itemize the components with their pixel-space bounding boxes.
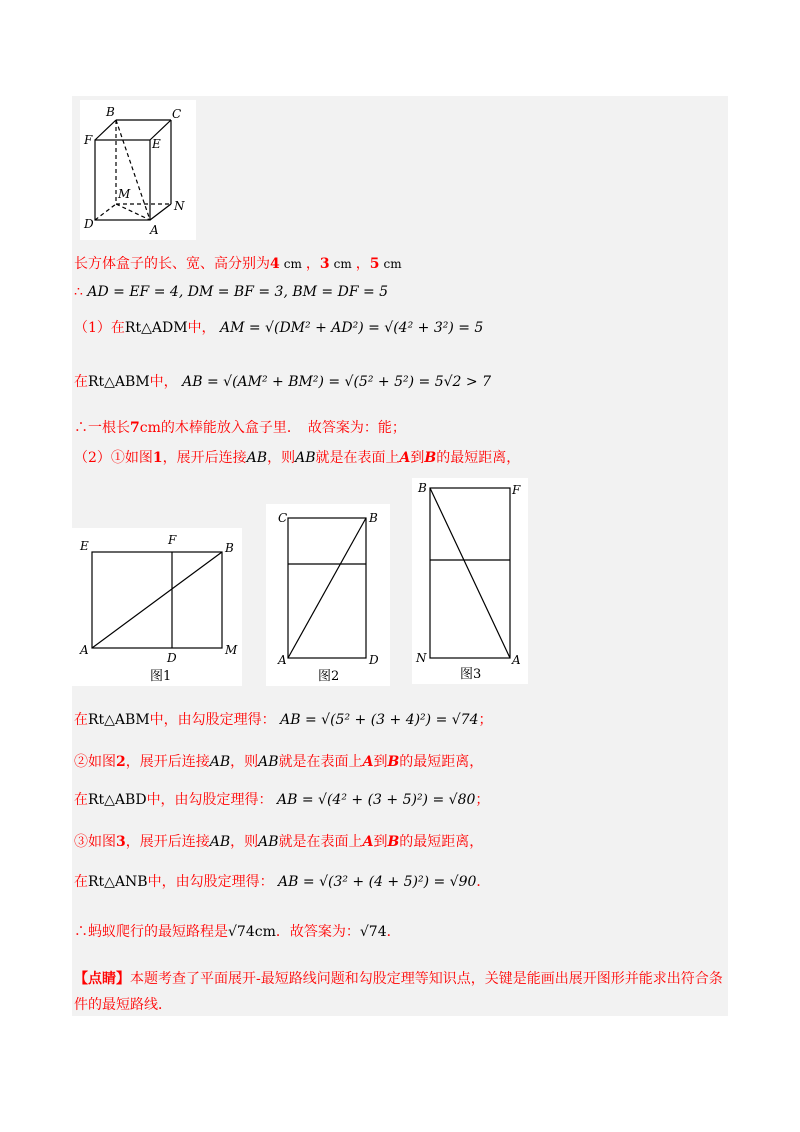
conclusion1-unit: cm — [139, 420, 161, 436]
unit-cm-2: cm — [333, 257, 352, 271]
dim-width: 3 — [319, 256, 330, 272]
part2-ab1: AB — [246, 450, 268, 466]
rt2-a: 在 — [74, 792, 88, 808]
rt1-b: 中，由勾股定理得： — [149, 712, 276, 728]
case2-c: ，则 — [230, 754, 259, 770]
figure-3-drawing — [412, 478, 528, 684]
label-M: M — [118, 187, 131, 201]
fig2-label-D: D — [369, 653, 379, 667]
part1-triangle: Rt△ADM — [124, 320, 188, 336]
figure-1-drawing — [72, 528, 242, 686]
stick-length: 7 — [130, 420, 140, 436]
note-body: 本题考查了平面展开-最短路线问题和勾股定理等知识点，关键是能画出展开图形并能求出符合条件的最短路线． — [74, 971, 723, 1013]
therefore-symbol: ∴ — [74, 284, 83, 300]
case2-e: 到 — [373, 754, 388, 770]
part2-a: （2）①如图 — [74, 450, 153, 466]
case2-A: A — [362, 754, 374, 770]
case2-b: ，展开后连接 — [125, 754, 210, 770]
rt1-triangle: Rt△ABM — [88, 712, 150, 728]
rt3-a: 在 — [74, 874, 88, 890]
final-value: √74cm — [228, 924, 276, 940]
case2-a: ②如图 — [74, 754, 116, 770]
part2-A: A — [399, 450, 411, 466]
label-B: B — [106, 105, 115, 119]
fig1-label-A: A — [80, 643, 89, 657]
unit-cm-1: cm — [283, 257, 302, 271]
final-line — [74, 922, 401, 942]
case2-line — [74, 752, 483, 772]
part2-b: ，展开后连接 — [162, 450, 247, 466]
figure-1 — [72, 528, 242, 686]
rt1-a: 在 — [74, 712, 88, 728]
fig3-label-B: B — [418, 481, 427, 495]
dim-length: 4 — [270, 256, 280, 272]
case3-c: ，则 — [230, 834, 259, 850]
final-a: ∴蚂蚁爬行的最短路程是 — [74, 924, 228, 940]
fig3-caption: 图3 — [460, 667, 482, 682]
rt2-triangle: Rt△ABD — [88, 792, 147, 808]
label-E: E — [152, 137, 161, 151]
rt3-end: ． — [476, 874, 491, 890]
part1-mid: 中， — [187, 320, 216, 336]
rt2-b: 中，由勾股定理得： — [146, 792, 273, 808]
fig3-label-A: A — [512, 653, 521, 667]
case3-num: 3 — [116, 834, 126, 850]
part2-num: 1 — [152, 450, 163, 466]
conclusion1-a: ∴一根长 — [74, 420, 130, 436]
rt3-b: 中，由勾股定理得： — [147, 874, 274, 890]
case2-num: 2 — [116, 754, 126, 770]
fig1-label-B: B — [225, 541, 234, 555]
fig2-caption: 图2 — [318, 669, 340, 684]
part1-equation: AM = √(DM² + AD²) = √(4² + 3²) = 5 — [219, 320, 484, 336]
case3-b: ，展开后连接 — [125, 834, 210, 850]
rt2-end: ； — [475, 792, 490, 808]
fig1-caption: 图1 — [150, 669, 172, 684]
figure-2 — [266, 504, 390, 686]
rt1-line — [74, 710, 493, 730]
rt3-line — [74, 872, 490, 892]
rt2-equation: AB = √(4² + (3 + 5)²) = √80 — [277, 792, 476, 808]
line2-equation: AB = √(AM² + BM²) = √(5² + 5²) = 5√2 > 7 — [182, 374, 491, 390]
fig1-label-E: E — [80, 539, 89, 553]
label-C: C — [172, 107, 182, 121]
fig1-label-D: D — [167, 651, 177, 665]
case3-ab1: AB — [209, 834, 231, 850]
case2-f: 的最短距离， — [399, 754, 484, 770]
dim-height: 5 — [369, 256, 380, 272]
case3-ab2: AB — [258, 834, 279, 850]
figure-3 — [412, 478, 528, 684]
case3-A: A — [362, 834, 374, 850]
final-end: ． — [386, 924, 401, 940]
case3-f: 的最短距离， — [399, 834, 484, 850]
fig2-label-B: B — [369, 511, 378, 525]
edge-equalities: AD = EF = 4, DM = BF = 3, BM = DF = 5 — [87, 284, 389, 300]
line2-prefix: 在 — [74, 374, 88, 390]
sep-2: ， — [355, 256, 370, 272]
dimensions-line — [74, 254, 406, 274]
fig2-label-A: A — [278, 653, 287, 667]
part2-e: 到 — [410, 450, 425, 466]
part2-line — [74, 448, 520, 468]
part2-d: 就是在表面上 — [315, 450, 400, 466]
case3-d: 就是在表面上 — [278, 834, 363, 850]
case3-line — [74, 832, 483, 852]
rt3-equation: AB = √(3² + (4 + 5)²) = √90 — [278, 874, 477, 890]
part2-ab2: AB — [295, 450, 316, 466]
note-paragraph — [74, 966, 730, 1018]
note-tag: 【点睛】 — [74, 971, 130, 987]
final-answer: √74 — [359, 924, 387, 940]
part2-c: ，则 — [267, 450, 296, 466]
label-F: F — [84, 133, 93, 147]
label-D: D — [84, 217, 94, 231]
fig1-label-F: F — [168, 533, 177, 547]
fig3-label-N: N — [416, 651, 427, 665]
part1-line — [74, 318, 483, 338]
rt1-end: ； — [478, 712, 493, 728]
unit-cm-3: cm — [383, 257, 402, 271]
part2-f: 的最短距离， — [436, 450, 521, 466]
case3-a: ③如图 — [74, 834, 116, 850]
sep-1: ， — [305, 256, 320, 272]
dims-prefix: 长方体盒子的长、宽、高分别为 — [74, 256, 270, 272]
rt2-line — [74, 790, 489, 810]
rt-abm-line — [74, 372, 491, 392]
case3-B: B — [387, 834, 400, 850]
label-A: A — [150, 223, 159, 237]
fig1-label-M: M — [225, 643, 238, 657]
part2-B: B — [424, 450, 437, 466]
part1-prefix: （1）在 — [74, 320, 125, 336]
cuboid-drawing — [80, 100, 196, 240]
line2-mid: 中， — [149, 374, 178, 390]
conclusion1-b: 的木棒能放入盒子里． 故答案为：能； — [160, 420, 406, 436]
case3-e: 到 — [373, 834, 388, 850]
case2-d: 就是在表面上 — [278, 754, 363, 770]
fig3-label-F: F — [512, 483, 521, 497]
line2-triangle: Rt△ABM — [88, 374, 150, 390]
rt3-triangle: Rt△ANB — [88, 874, 148, 890]
cuboid-figure — [80, 100, 196, 240]
case2-ab1: AB — [209, 754, 231, 770]
therefore-line-1 — [74, 282, 388, 302]
final-b: ．故答案为： — [275, 924, 360, 940]
conclusion-1 — [74, 418, 406, 438]
case2-ab2: AB — [258, 754, 279, 770]
rt1-equation: AB = √(5² + (3 + 4)²) = √74 — [280, 712, 479, 728]
case2-B: B — [387, 754, 400, 770]
fig2-label-C: C — [278, 511, 288, 525]
figure-2-drawing — [266, 504, 390, 686]
label-N: N — [174, 199, 185, 213]
